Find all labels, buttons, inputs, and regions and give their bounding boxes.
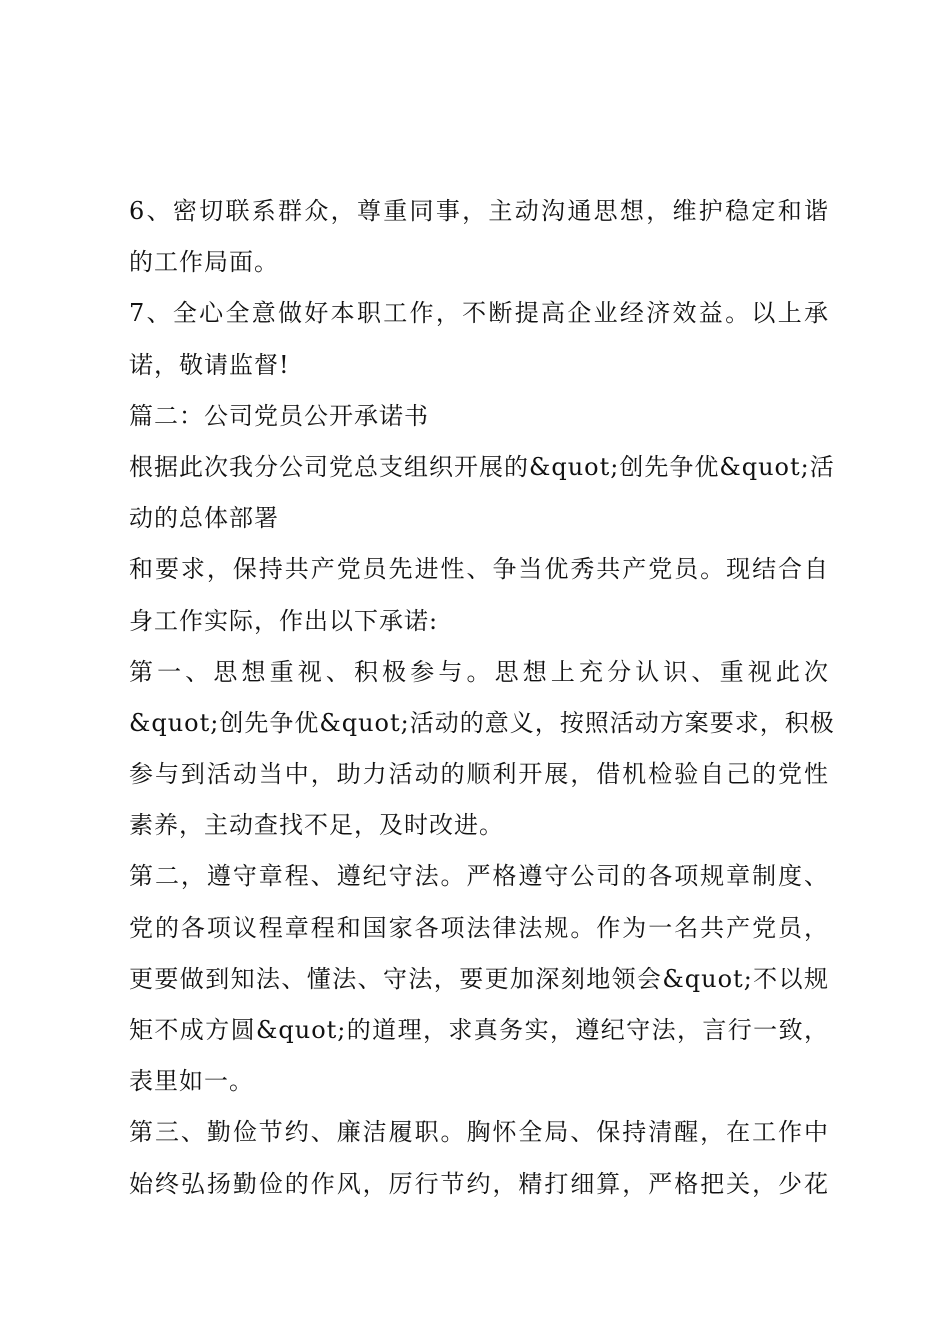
- text-line-10: 第一、思想重视、积极参与。思想上充分认识、重视此次: [129, 657, 829, 686]
- text-line-7: 动的总体部署: [129, 504, 279, 533]
- text-line-15: 党的各项议程章程和国家各项法律法规。作为一名共产党员，: [129, 913, 829, 942]
- text-line-16: 更要做到知法、懂法、守法，要更加深刻地领会&quot;不以规: [129, 964, 829, 993]
- text-line-20: 始终弘扬勤俭的作风，厉行节约，精打细算，严格把关，少花: [129, 1169, 829, 1198]
- text-line-9: 身工作实际，作出以下承诺:: [129, 606, 439, 635]
- text-line-11: &quot;创先争优&quot;活动的意义，按照活动方案要求，积极: [129, 708, 835, 737]
- text-line-19: 第三、勤俭节约、廉洁履职。胸怀全局、保持清醒，在工作中: [129, 1118, 829, 1147]
- text-line-18: 表里如一。: [129, 1067, 254, 1096]
- section-heading: 篇二：公司党员公开承诺书: [129, 401, 429, 430]
- document-body: [129, 186, 835, 1210]
- text-line-3: 7、全心全意做好本职工作，不断提高企业经济效益。以上承: [129, 299, 829, 328]
- text-line-4: 诺，敬请监督!: [129, 350, 290, 379]
- text-line-6: 根据此次我分公司党总支组织开展的&quot;创先争优&quot;活: [129, 452, 835, 481]
- text-line-17: 矩不成方圆&quot;的道理，求真务实，遵纪守法，言行一致，: [129, 1016, 829, 1044]
- text-line-2: 的工作局面。: [129, 248, 279, 277]
- text-line-1: 6、密切联系群众，尊重同事，主动沟通思想，维护稳定和谐: [129, 197, 829, 225]
- text-line-13: 素养，主动查找不足，及时改进。: [129, 811, 504, 840]
- text-line-8: 和要求，保持共产党员先进性、争当优秀共产党员。现结合自: [129, 555, 829, 584]
- text-line-14: 第二，遵守章程、遵纪守法。严格遵守公司的各项规章制度、: [129, 862, 829, 891]
- text-line-12: 参与到活动当中，助力活动的顺利开展，借机检验自己的党性: [129, 760, 829, 789]
